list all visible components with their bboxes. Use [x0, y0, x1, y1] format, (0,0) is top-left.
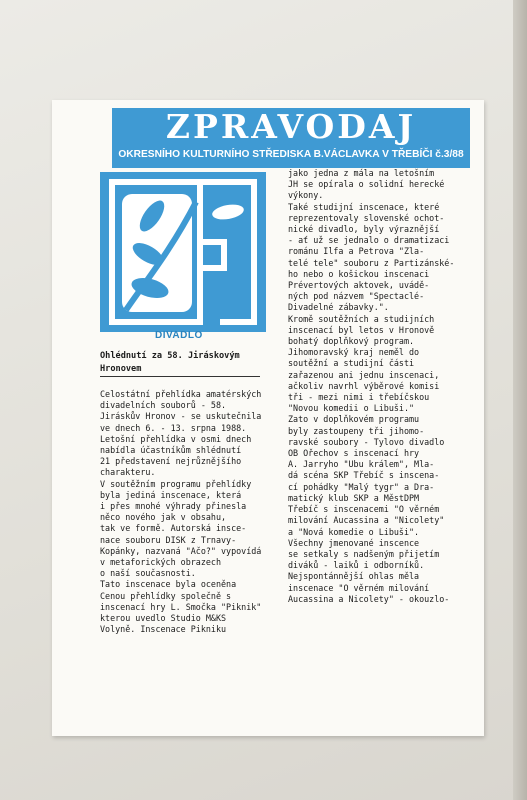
- headline-rule: [100, 376, 260, 377]
- left-paragraph-1: Celostátní přehlídka amatérských divadelních souborů - 58. Jiráskův Hronov - se uskutečnila ve dnech 6. - 13. srpna 1988. Letošní přehlídka v osmi dnech nabídla účastníkům shlédnutí 21 představení nejrůznějšího charakteru.: [100, 389, 262, 478]
- divadlo-logo: [100, 172, 266, 332]
- right-paragraph-4: Třebíč s inscenacemi "O věrném milování Aucassina a "Nicolety" a "Nová komedie o Libuši". Všechny jmenované inscence se setkaly s nadšeným přijetím diváků - laiků i odborníků. Nejspontánnější ohlas měla inscenace "O věrném milování Aucassina a Nicolety" - okouzlo-: [288, 504, 450, 604]
- right-paragraph-1: jako jedna z mála na letošním JH se opírala o solidní herecké výkony.: [288, 168, 445, 201]
- newspaper-clipping: [52, 100, 484, 736]
- article-left-column: [100, 350, 283, 635]
- left-paragraph-2: V soutěžním programu přehlídky byla jediná inscenace, která i přes mnohé výhrady přinesla něco nového jak v obsahu, tak ve formě. Autorská insce- nace souboru DISK z Trnavy- Kopánky, nazvaná "Ačo?" vypovídá v metaforických obrazech o naší současnosti.: [100, 478, 262, 579]
- logo-label: DIVADLO: [155, 330, 203, 341]
- masthead-subtitle: OKRESNÍHO KULTURNÍHO STŘEDISKA B.VÁCLAVKA V TŘEBÍČI č.3/88: [118, 149, 464, 160]
- masthead: [112, 108, 470, 168]
- board-edge: [513, 0, 527, 800]
- masthead-title: ZPRAVODAJ: [165, 107, 417, 146]
- article-headline: Ohlédnutí za 58. Jiráskovým Hronovem: [100, 351, 240, 374]
- right-paragraph-3: Kromě soutěžních a studijních inscenací byl letos v Hronově bohatý doplňkový program. Jihomoravský kraj neměl do soutěžní a studijní části zařazenou ani jednu inscenaci, ačkoliv navrhl výběrové komisi tři - mezi nimi i třebíčskou "Novou komedii o Libuši." Zato v doplňkovém programu byly zastoupeny tři jihomo- ravské soubory - Tylovo divadlo OB Ořechov s inscenací hry A. Jarryho "Ubu králem", Mla- dá scéna SKP Třebíč s inscena- cí pohádky "Malý tygr" a Dra- matický klub SKP a MěstDPM: [288, 313, 445, 503]
- article-right-column: [288, 168, 464, 605]
- divadlo-logo-graphic: [100, 172, 266, 332]
- left-paragraph-3: Tato inscenace byla oceněna Cenou přehlídky společně s inscenací hry L. Smočka "Piknik" kterou uvedlo Studio M&KS Volyně. Inscenace Pikniku: [100, 579, 262, 635]
- right-paragraph-2: Také studijní inscenace, které reprezentovaly slovenské ochot- nické divadlo, byly výraznější - ať už se jednalo o dramatizaci románu Ilfa a Petrova "Zla- telé tele" souboru z Partizánské- ho nebo o košickou inscenaci Prévertových aktovek, uvádě- ných pod názvem "Spectaclé- Divadelné zábavky.".: [288, 201, 455, 313]
